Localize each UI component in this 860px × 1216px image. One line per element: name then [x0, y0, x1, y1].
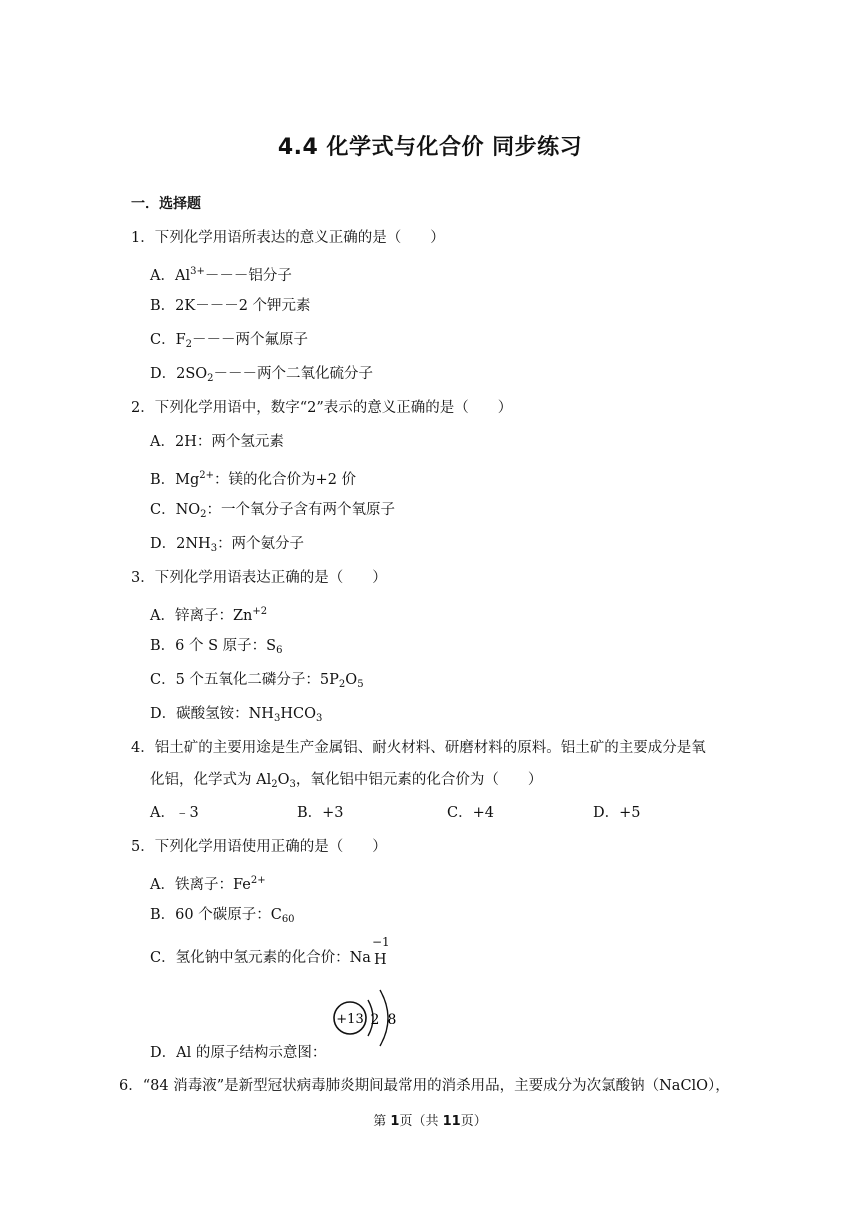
question-1-option-a: A．$Al^{3+}---$铝分子 — [150, 266, 292, 284]
question-1-option-c: C．$F_2---$两个氟原子 — [150, 332, 309, 350]
question-4-stem-line-2: 化铝，化学式为 $Al_2O_3$，氧化铝中铝元素的化合价为（ ） — [150, 772, 543, 790]
question-5-option-b: B．60 个碳原子：$C_{60}$ — [150, 907, 295, 925]
question-4-option-a: A．﹣3 — [150, 805, 199, 821]
question-3-option-d: D．碳酸氢铵：$NH_3HCO_3$ — [150, 706, 323, 724]
question-3-option-b: B．6 个 S 原子：$S_6$ — [150, 638, 283, 656]
page-title: 4.4 化学式与化合价 同步练习 — [277, 135, 583, 160]
question-1-stem: 1．下列化学用语所表达的意义正确的是（ ） — [131, 230, 445, 246]
question-3-stem: 3．下列化学用语表达正确的是（ ） — [131, 570, 387, 586]
question-1-option-d: D．$2SO_2---$两个二氧化硫分子 — [150, 366, 374, 384]
question-1-option-b: B．2K－－－2 个钾元素 — [150, 298, 311, 314]
question-5-option-c: C．氢化钠中氢元素的化合价：Na −1 H — [150, 935, 390, 968]
question-5-stem: 5．下列化学用语使用正确的是（ ） — [131, 839, 387, 855]
question-4-option-b: B．+3 — [297, 805, 344, 821]
question-3-option-c: C．5 个五氧化二磷分子：$5P_2O_5$ — [150, 672, 364, 690]
question-4-option-c: C．+4 — [447, 805, 494, 821]
question-2-option-a: A．2H：两个氢元素 — [150, 434, 284, 450]
valence-notation: −1 H — [371, 935, 390, 968]
nucleus-charge-label: +13 — [336, 1012, 364, 1027]
shell-2-electron-count: 8 — [387, 1012, 397, 1028]
question-5-option-d: D．Al 的原子结构示意图： — [150, 1045, 327, 1061]
aluminium-atom-structure-diagram — [330, 980, 410, 1050]
question-2-option-c: C．$NO_2$：一个氧分子含有两个氧原子 — [150, 502, 396, 520]
question-2-option-b: B．$Mg^{2+}$：镁的化合价为+2 价 — [150, 470, 357, 488]
question-2-option-d: D．$2NH_3$：两个氨分子 — [150, 536, 305, 554]
question-6-stem: 6．“84 消毒液”是新型冠状病毒肺炎期间最常用的消杀用品，主要成分为次氯酸钠（NaClO）， — [119, 1078, 730, 1094]
page-footer: 第 1页（共 11页） — [373, 1114, 487, 1129]
question-4-stem-line-1: 4．铝土矿的主要用途是生产金属铝、耐火材料、研磨材料的原料。铝土矿的主要成分是氧 — [131, 740, 706, 756]
question-3-option-a: A．锌离子：$Zn^{+2}$ — [150, 606, 268, 624]
question-4-option-d: D．+5 — [593, 805, 641, 821]
question-4-options-row — [0, 803, 860, 823]
question-5-option-a: A．铁离子：$Fe^{2+}$ — [150, 875, 266, 893]
shell-1-electron-count: 2 — [370, 1012, 380, 1028]
section-heading: 一．选择题 — [131, 196, 201, 212]
question-2-stem: 2．下列化学用语中，数字“2”表示的意义正确的是（ ） — [131, 400, 513, 416]
